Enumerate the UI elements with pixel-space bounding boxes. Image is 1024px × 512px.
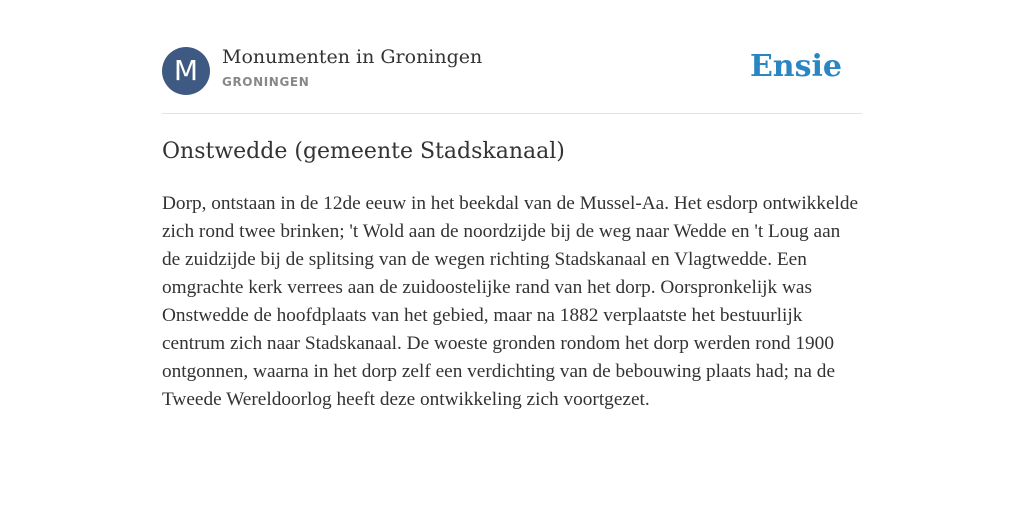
- entry-card: [162, 0, 862, 512]
- source-avatar[interactable]: M: [162, 47, 210, 95]
- source-title[interactable]: Monumenten in Groningen: [222, 46, 483, 68]
- source-subtitle: GRONINGEN: [222, 75, 310, 89]
- entry-title: Onstwedde (gemeente Stadskanaal): [162, 139, 565, 164]
- entry-body: Dorp, ontstaan in de 12de eeuw in het beekdal van de Mussel-Aa. Het esdorp ontwikkelde zich rond twee brinken; 't Wold aan de noordzijde bij de weg naar Wedde en 't Loug aan de zuidzijde bij de splitsing van de wegen richting Stadskanaal en Vlagtwedde. Een omgrachte kerk verrees aan de zuidoostelijke rand van het dorp. Oorspronkelijk was Onstwedde de hoofdplaats van het gebied, maar na 1882 verplaatste het bestuurlijk centrum zich naar Stadskanaal. De woeste gronden rondom het dorp werden rond 1900 ontgonnen, waarna in het dorp zelf een verdichting van de bebouwing plaats had; na de Tweede Wereldoorlog heeft deze ontwikkeling zich voortgezet.: [162, 193, 859, 410]
- header-divider: [162, 113, 862, 114]
- brand-logo[interactable]: Ensie: [749, 49, 842, 84]
- source-header: [162, 46, 862, 96]
